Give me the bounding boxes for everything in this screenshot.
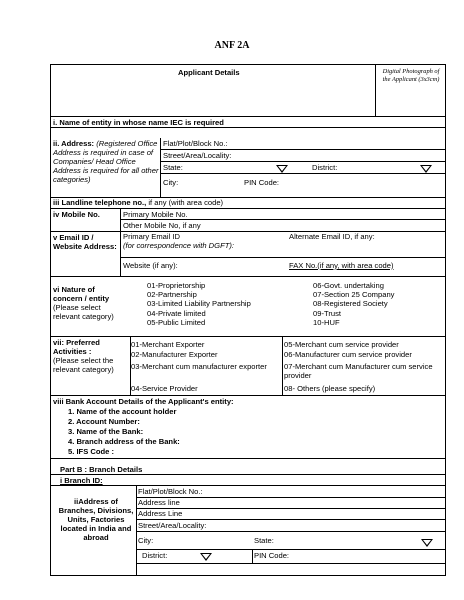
divider [136,485,137,576]
address-label-title: ii. Address: [53,139,95,148]
form-title: ANF 2A [214,40,250,51]
fax-label: FAX No.(if any, with area code) [289,261,394,270]
divider [50,208,446,209]
state-dropdown-icon[interactable] [276,165,288,173]
concern-option[interactable]: 09-Trust [313,309,341,318]
nature-of-concern-label [53,285,119,321]
concern-option[interactable]: 03-Limited Liability Partnership [147,299,251,308]
flat-field-label: Flat/Plot/Block No.: [163,139,228,148]
branch-pin-label: PIN Code: [254,551,290,560]
preferred-activities-note: (Please select the relevant category) [53,356,114,374]
divider [50,395,446,396]
activity-option[interactable]: 05-Merchant cum service provider [284,340,399,349]
divider [160,161,446,162]
nature-of-concern-title: vi Nature of concern / entity [53,285,110,303]
branch-address-label: iiAddress of Branches, Divisions, Units, Factories located in India and abroad [58,497,134,542]
concern-option[interactable]: 04-Private limited [147,309,206,318]
landline-label [53,198,223,207]
divider [252,549,253,563]
primary-email-note: (for correspondence with DGFT): [123,241,234,250]
divider [136,497,446,498]
bank-detail-item: 3. Name of the Bank: [68,427,144,436]
divider [160,138,161,197]
street-field-label: Street/Area/Locality: [163,151,232,160]
branch-address-line-2: Address Line [138,509,183,518]
branch-address-line-1: Address line [138,498,180,507]
activity-option[interactable]: 03-Merchant cum manufacturer exporter [131,362,267,371]
branch-street-label: Street/Area/Locality: [138,521,207,530]
pin-field-label: PIN Code: [244,178,280,187]
concern-option[interactable]: 07-Section 25 Company [313,290,395,299]
divider [120,208,121,276]
district-field-label: District: [312,163,338,172]
divider [160,149,446,150]
divider [136,508,446,509]
landline-label-note: if any (with area code) [146,198,224,207]
activity-option[interactable]: 04-Service Provider [131,384,198,393]
section-header: Applicant Details [178,68,240,77]
divider [136,549,446,550]
state-field-label: State: [163,163,183,172]
divider [50,474,446,475]
part-b-title: Part B : Branch Details [60,465,143,474]
concern-option[interactable]: 01-Proprietorship [147,281,206,290]
concern-option[interactable]: 06-Govt. undertaking [313,281,384,290]
website-label: Website (if any): [123,261,178,270]
divider [282,336,283,395]
divider [50,458,446,459]
concern-option[interactable]: 10-HUF [313,318,340,327]
divider [50,127,446,128]
divider [50,485,446,486]
divider [120,257,446,258]
branch-district-label: District: [142,551,168,560]
mobile-label: iv Mobile No. [53,210,100,219]
branch-state-dropdown-icon[interactable] [421,539,433,547]
photo-box-divider [375,64,376,116]
other-mobile-label: Other Mobile No, if any [123,221,201,230]
email-website-label: v Email ID / Website Address: [53,233,117,251]
divider [50,116,446,117]
branch-flat-label: Flat/Plot/Block No.: [138,487,203,496]
activity-option[interactable]: 06-Manufacturer cum service provider [284,350,412,359]
bank-detail-item: 5. IFS Code : [68,447,114,456]
primary-email-label: Primary Email ID [123,232,180,241]
alternate-email-label: Alternate Email ID, if any: [289,232,375,241]
concern-option[interactable]: 02-Partnership [147,290,197,299]
photo-box: Digital Photograph of the Applicant (3x3cm) [382,68,440,83]
address-label-note: (Registered Office Address is required in case of Companies/ Head Office Address is required for all other categories) [53,139,159,184]
branch-district-dropdown-icon[interactable] [200,553,212,561]
preferred-activities-title: vii: Preferred Activities : [53,338,100,356]
bank-detail-item: 2. Account Number: [68,417,140,426]
concern-option[interactable]: 08-Registered Society [313,299,388,308]
branch-city-label: City: [138,536,154,545]
bank-detail-item: 1. Name of the account holder [68,407,177,416]
district-dropdown-icon[interactable] [420,165,432,173]
bank-detail-item: 4. Branch address of the Bank: [68,437,180,446]
branch-id-label: i Branch ID: [60,476,103,485]
divider [50,276,446,277]
divider [136,563,446,564]
divider [50,231,446,232]
branch-state-label: State: [254,536,274,545]
preferred-activities-label [53,338,129,374]
address-label [53,139,159,184]
activity-option[interactable]: 08- Others (please specify) [284,384,376,393]
divider [160,173,446,174]
activity-option[interactable]: 02-Manufacturer Exporter [131,350,218,359]
activity-option[interactable]: 07-Merchant cum Manufacturer cum service provider [284,362,433,380]
nature-of-concern-note: (Please select relevant category) [53,303,114,321]
bank-details-title: viii Bank Account Details of the Applicant's entity: [53,397,234,406]
concern-option[interactable]: 05-Public Limited [147,318,206,327]
divider [136,531,446,532]
primary-mobile-label: Primary Mobile No. [123,210,188,219]
city-field-label: City: [163,178,179,187]
divider [50,336,446,337]
divider [120,219,446,220]
entity-name-label: i. Name of entity in whose name IEC is required [53,118,224,127]
divider [136,519,446,520]
landline-label-title: iii Landline telephone no., [53,198,147,207]
activity-option[interactable]: 01-Merchant Exporter [131,340,205,349]
